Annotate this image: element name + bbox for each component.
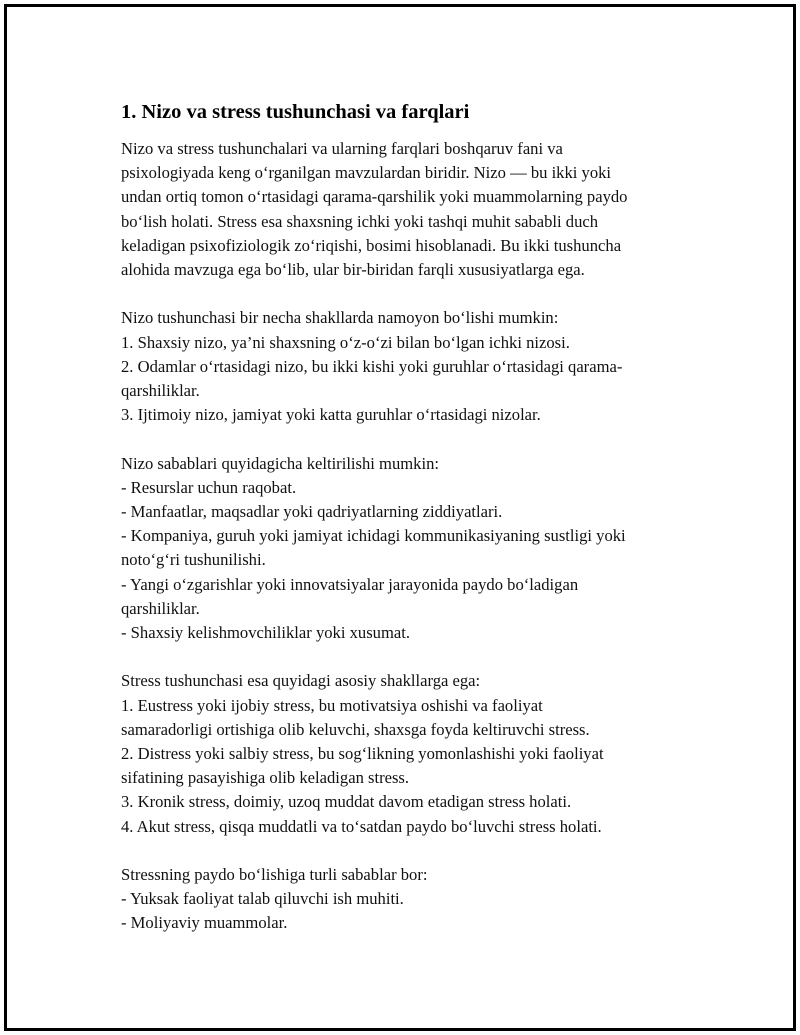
paragraph-gap [121,839,701,863]
paragraph-gap [121,282,701,306]
text-line: samaradorligi ortishiga olib keluvchi, shaxsga foyda keltiruvchi stress. [121,719,590,739]
text-line: - Manfaatlar, maqsadlar yoki qadriyatlarning ziddiyatlari. [121,502,503,522]
text-line: sifatining pasayishiga olib keladigan stress. [121,768,410,788]
text-line: noto‘g‘ri tushunilishi. [121,550,266,570]
paragraph [121,669,701,838]
page-border [4,4,796,1031]
text-line: - Yuksak faoliyat talab qiluvchi ish muhiti. [121,889,404,909]
text-line: 1. Eustress yoki ijobiy stress, bu motivatsiya oshishi va faoliyat [121,695,543,715]
text-line: psixologiyada keng o‘rganilgan mavzulardan biridir. Nizo — bu ikki yoki [121,163,612,183]
text-line: bo‘lish holati. Stress esa shaxsning ichki yoki tashqi muhit sababli duch [121,211,599,231]
text-line: Nizo sabablari quyidagicha keltirilishi mumkin: [121,453,439,473]
text-line: qarshiliklar. [121,598,200,618]
text-line: Nizo va stress tushunchalari va ularning farqlari boshqaruv fani va [121,139,563,158]
text-line: Stress tushunchasi esa quyidagi asosiy shakllarga ega: [121,671,481,691]
text-line: alohida mavzuga ega bo‘lib, ular bir-biridan farqli xususiyatlarga ega. [121,260,585,280]
text-line: Stressning paydo bo‘lishiga turli sabablar bor: [121,865,428,885]
paragraph-gap [121,427,701,451]
document-body [121,137,701,936]
text-line: undan ortiq tomon o‘rtasidagi qarama-qarshilik yoki muammolarning paydo [121,187,628,207]
paragraph [121,137,701,282]
text-line: 2. Distress yoki salbiy stress, bu sog‘likning yomonlashishi yoki faoliyat [121,744,604,764]
text-line: 1. Shaxsiy nizo, ya’ni shaxsning o‘z-o‘zi bilan bo‘lgan ichki nizosi. [121,332,570,352]
document-content [121,99,701,936]
text-line: qarshiliklar. [121,381,200,401]
text-line: keladigan psixofiziologik zo‘riqishi, bosimi hisoblanadi. Bu ikki tushuncha [121,235,622,255]
text-line: - Kompaniya, guruh yoki jamiyat ichidagi kommunikasiyaning sustligi yoki [121,526,626,546]
text-line: - Yangi o‘zgarishlar yoki innovatsiyalar jarayonida paydo bo‘ladigan [121,574,579,594]
text-line: - Moliyaviy muammolar. [121,913,288,933]
text-line: 3. Kronik stress, doimiy, uzoq muddat davom etadigan stress holati. [121,792,572,812]
text-line: 3. Ijtimoiy nizo, jamiyat yoki katta guruhlar o‘rtasidagi nizolar. [121,405,541,425]
paragraph-gap [121,645,701,669]
paragraph [121,306,701,427]
paragraph [121,863,701,936]
text-line: 2. Odamlar o‘rtasidagi nizo, bu ikki kishi yoki guruhlar o‘rtasidagi qarama- [121,356,623,376]
page-title: 1. Nizo va stress tushunchasi va farqlari [121,101,470,123]
paragraph [121,452,701,646]
text-line: Nizo tushunchasi bir necha shakllarda namoyon bo‘lishi mumkin: [121,308,559,328]
text-line: 4. Akut stress, qisqa muddatli va to‘satdan paydo bo‘luvchi stress holati. [121,816,602,836]
text-line: - Shaxsiy kelishmovchiliklar yoki xusumat. [121,623,410,643]
text-line: - Resurslar uchun raqobat. [121,477,297,497]
